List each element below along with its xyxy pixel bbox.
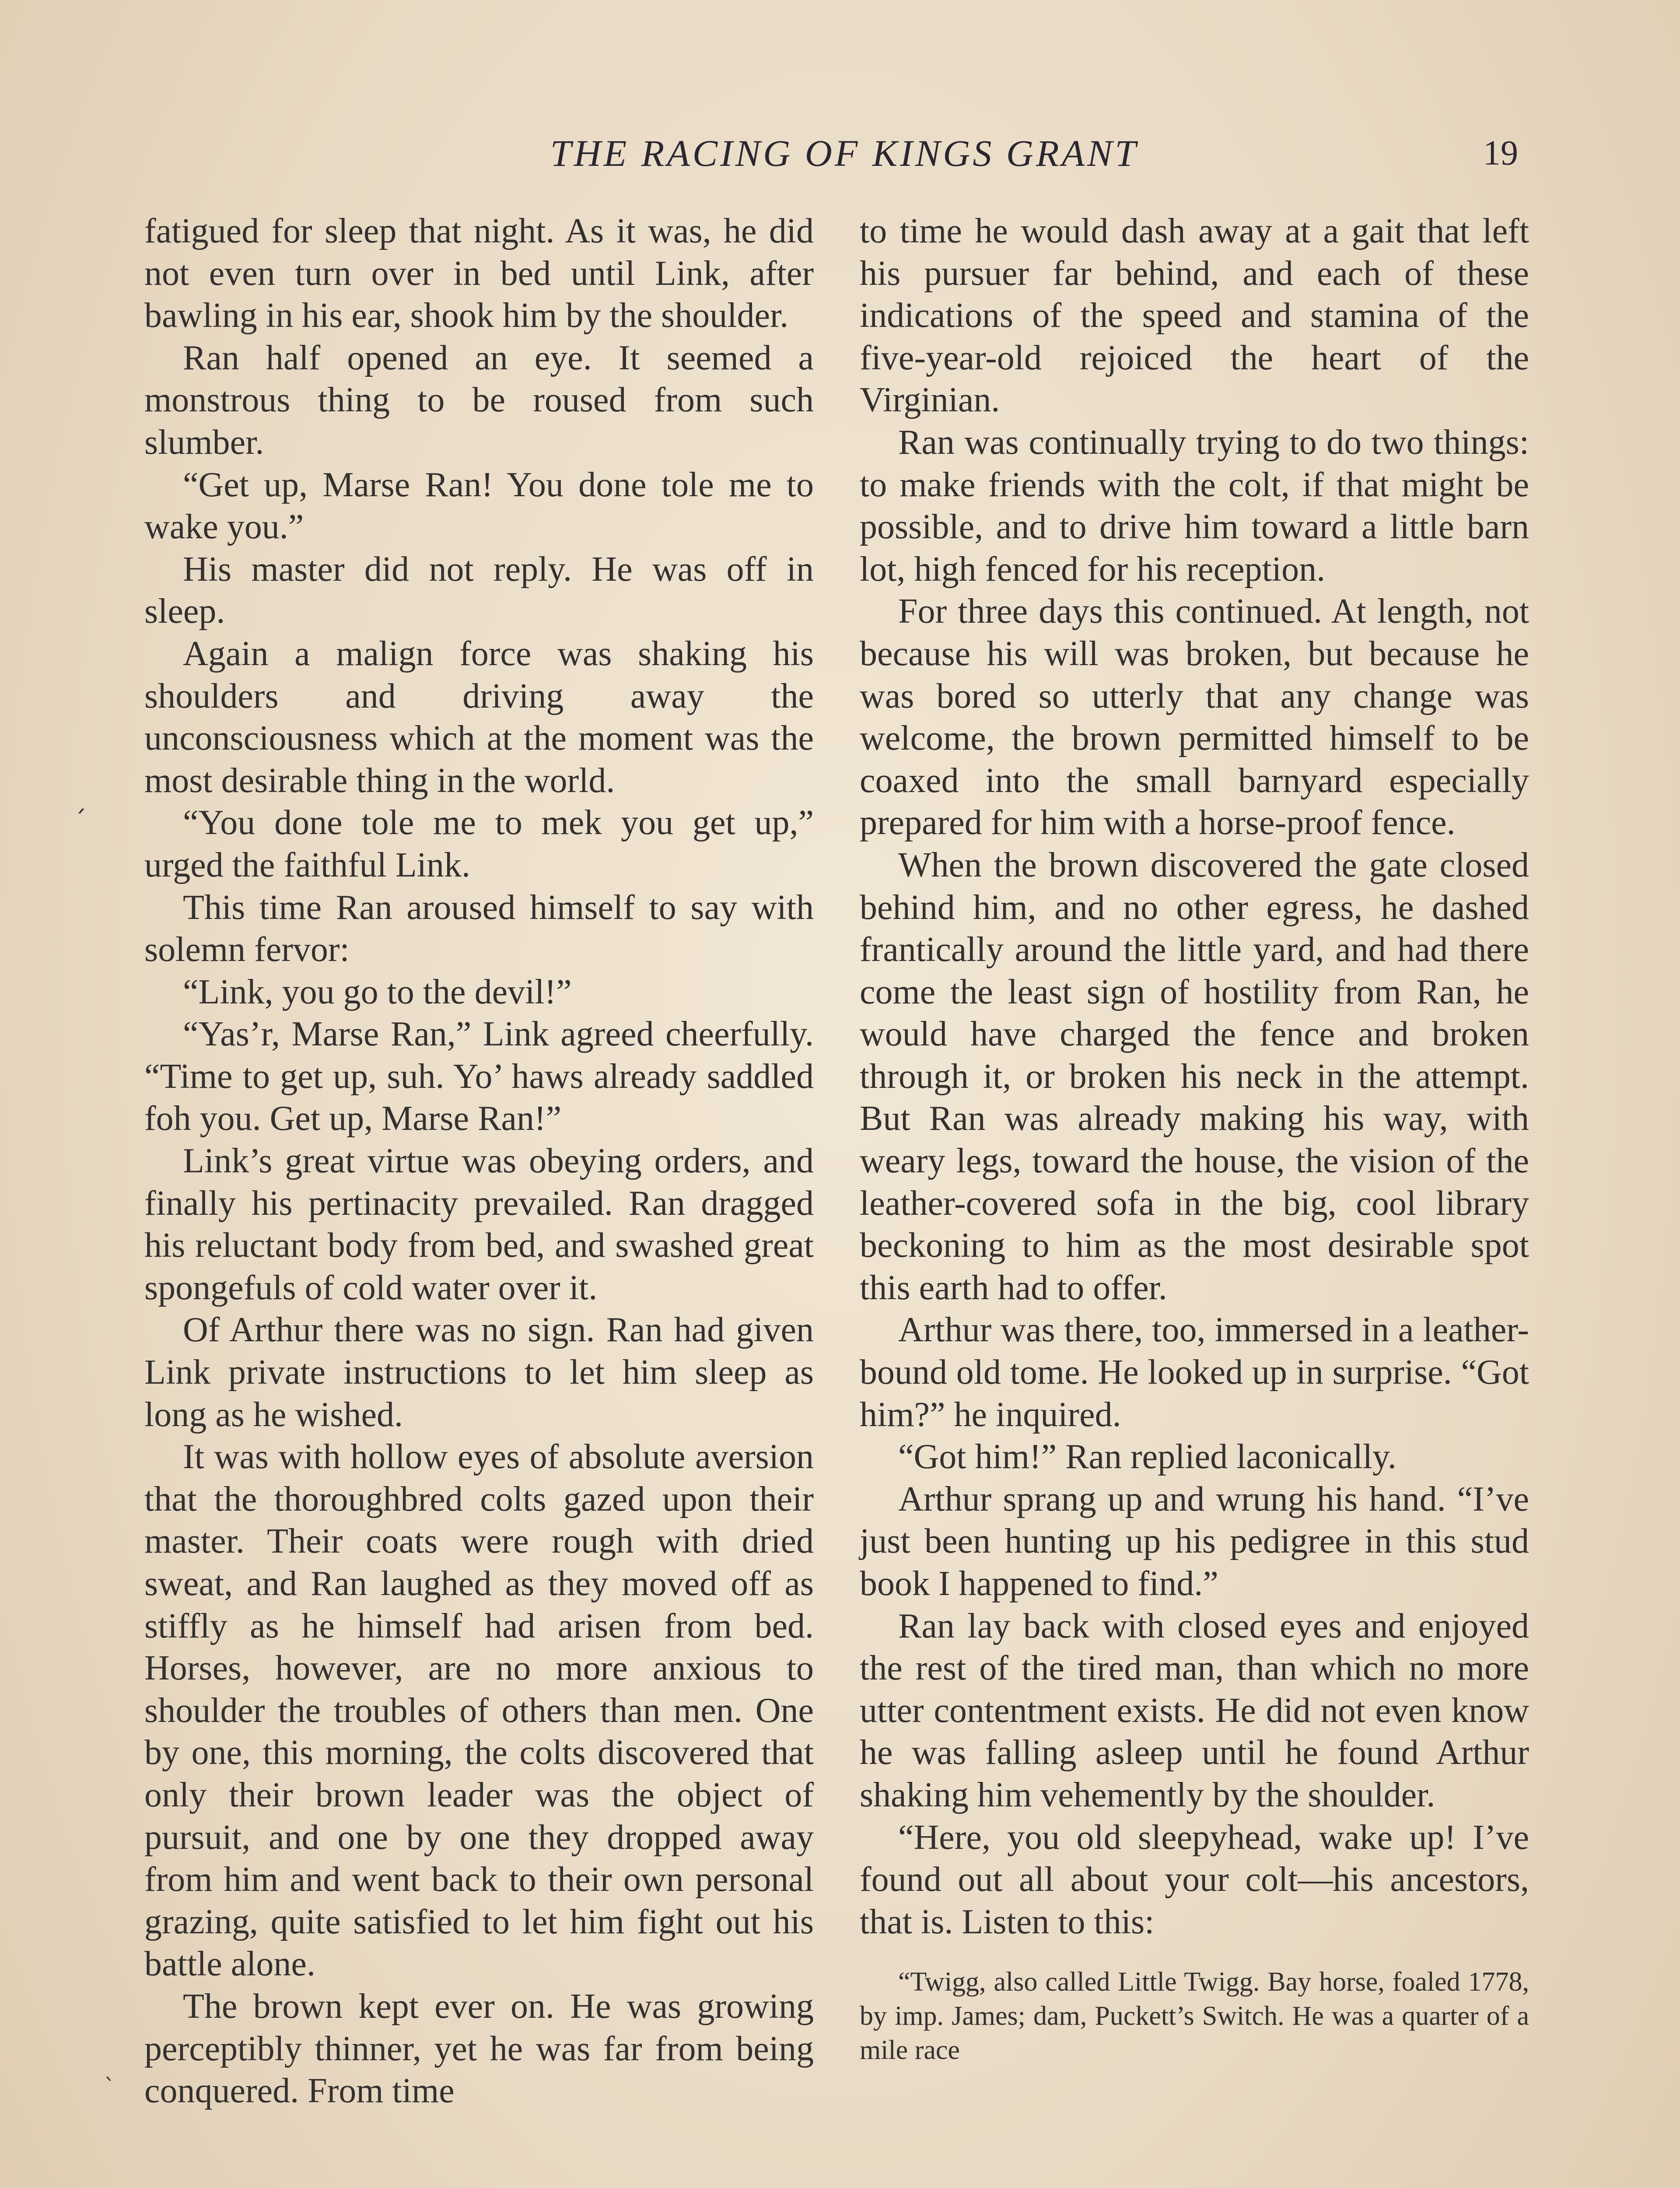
paragraph: Ran lay back with closed eyes and enjoyed the rest of the tired man, than which no more utter contentment exists. He did not even know he was falling asleep until he found Arthur shaking him vehemently by the shoulder. (860, 1606, 1529, 1814)
paragraph: This time Ran aroused himself to say with solemn fervor: (144, 888, 814, 969)
paragraph: “You done tole me to mek you get up,” urged the faithful Link. (144, 803, 814, 884)
paragraph: “Link, you go to the devil!” (183, 972, 572, 1011)
paragraph: “Got him!” Ran replied laconically. (898, 1438, 1396, 1476)
paragraph: Of Arthur there was no sign. Ran had given Link private instructions to let him sleep as long as he wished. (144, 1311, 814, 1434)
stray-mark: ˋ (104, 2074, 115, 2100)
paragraph: “Yas’r, Marse Ran,” Link agreed cheerfully. “Time to get up, suh. Yo’ haws already saddled foh you. Get up, Marse Ran!” (144, 1015, 814, 1138)
right-text-column (860, 210, 1529, 2067)
paragraph: Arthur sprang up and wrung his hand. “I’ve just been hunting up his pedigree in this stud book I happened to find.” (860, 1480, 1529, 1603)
paragraph: “Get up, Marse Ran! You done tole me to wake you.” (144, 465, 814, 547)
stray-mark: ˏ (74, 783, 87, 814)
paragraph: fatigued for sleep that night. As it was, he did not even turn over in bed until Link, after bawling in his ear, shook him by the shoulder. (144, 212, 814, 335)
paragraph: His master did not reply. He was off in sleep. (144, 550, 814, 631)
left-text-column (144, 210, 814, 2112)
running-title: THE RACING OF KINGS GRANT (550, 132, 1139, 174)
paragraph: Ran was continually trying to do two things: to make friends with the colt, if that might be possible, and to drive him toward a little barn lot, high fenced for his reception. (860, 423, 1529, 589)
pedigree-quote: “Twigg, also called Little Twigg. Bay horse, foaled 1778, by imp. James; dam, Puckett’s Switch. He was a quarter of a mile race (860, 1967, 1529, 2065)
page-number: 19 (1483, 134, 1518, 172)
paragraph: Again a malign force was shaking his shoulders and driving away the unconsciousness which at the moment was the most desirable thing in the world. (144, 634, 814, 800)
paragraph: For three days this continued. At length, not because his will was broken, but because he was bored so utterly that any change was welcome, the brown permitted himself to be coaxed into the small barnyard especially prepared for him with a horse-proof fence. (860, 592, 1529, 842)
paragraph: It was with hollow eyes of absolute aversion that the thoroughbred colts gazed upon their master. Their coats were rough with dried sweat, and Ran laughed as they moved off as stiffly as he himself had arisen from bed. Horses, however, are no more anxious to shoulder the troubles of others than men. One by one, this morning, the colts discovered that only their brown leader was the object of pursuit, and one by one they dropped away from him and went back to their own personal grazing, quite satisfied to let him fight out his battle alone. (144, 1438, 814, 1984)
paragraph: When the brown discovered the gate closed behind him, and no other egress, he dashed frantically around the little yard, and had there come the least sign of hostility from Ran, he would have charged the fence and broken through it, or broken his neck in the attempt. But Ran was already making his way, with weary legs, toward the house, the vision of the leather-covered sofa in the big, cool library beckoning to him as the most desirable spot this earth had to offer. (860, 845, 1529, 1307)
paragraph: The brown kept ever on. He was growing perceptibly thinner, yet he was far from being conquered. From time (144, 1987, 814, 2111)
paragraph: Link’s great virtue was obeying orders, and finally his pertinacity prevailed. Ran dragged his reluctant body from bed, and swashed great spongefuls of cold water over it. (144, 1142, 814, 1307)
paragraph: “Here, you old sleepyhead, wake up! I’ve found out all about your colt—his ancestors, that is. Listen to this: (860, 1818, 1529, 1941)
paragraph: Arthur was there, too, immersed in a leather-bound old tome. He looked up in surprise. “Got him?” he inquired. (860, 1311, 1529, 1434)
paragraph: to time he would dash away at a gait that left his pursuer far behind, and each of these indications of the speed and stamina of the five-year-old rejoiced the heart of the Virginian. (860, 212, 1529, 420)
paragraph: Ran half opened an eye. It seemed a monstrous thing to be roused from such slumber. (144, 338, 814, 462)
